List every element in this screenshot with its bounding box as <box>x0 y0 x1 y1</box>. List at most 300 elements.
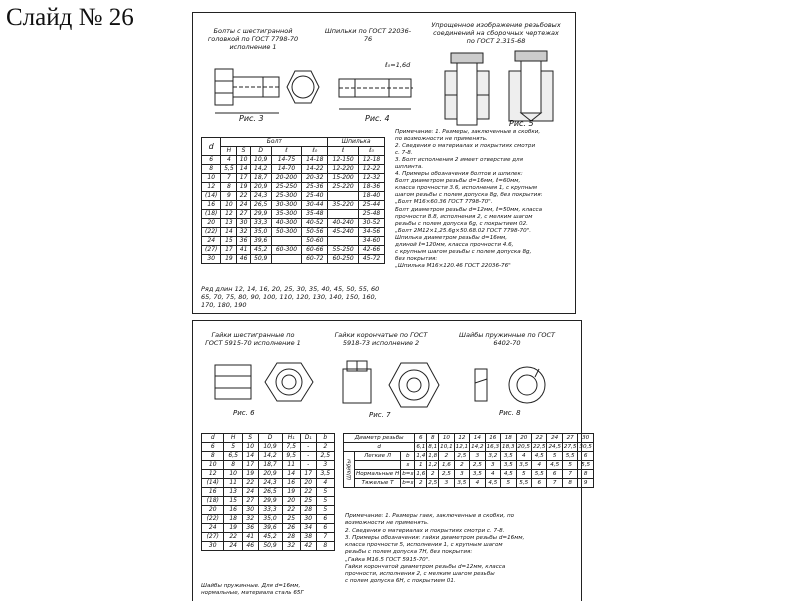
table-cell: 4,5 <box>501 470 516 479</box>
table-cell: 20,9 <box>258 470 282 479</box>
table-cell: 5 <box>316 488 334 497</box>
table-cell: 3,5 <box>470 470 485 479</box>
thread-diameter: 27 <box>562 434 577 443</box>
table-cell: 6 <box>316 524 334 533</box>
table-cell: 25-36 <box>302 183 328 192</box>
table-cell: 27 <box>237 210 250 219</box>
table-cell: 25 <box>282 515 300 524</box>
table-cell: 2 <box>316 443 334 452</box>
table-cell: 14 <box>282 470 300 479</box>
thread-diameter: 18 <box>501 434 516 443</box>
table-cell: 34-60 <box>359 237 385 246</box>
note-line: Гайки корончатой диаметром резьбы d=12мм, класса <box>345 563 506 570</box>
table-row <box>202 156 385 165</box>
table-cell: 40-240 <box>328 219 359 228</box>
table-cell: (27) <box>202 246 221 255</box>
table-cell <box>271 255 302 264</box>
figure-3-label: Рис. 3 <box>239 114 264 123</box>
caption-studs: Шпильки по ГОСТ 22036-76 <box>324 27 412 44</box>
table-cell: 12-18 <box>359 156 385 165</box>
table-cell: 12 <box>202 470 224 479</box>
table-cell: 50-300 <box>271 228 302 237</box>
table-cell: 30 <box>300 515 316 524</box>
table-cell: 7 <box>316 533 334 542</box>
table-cell: 45,2 <box>258 533 282 542</box>
table-cell: 5 <box>224 443 242 452</box>
caption-spring-washers: Шайбы пружинные по ГОСТ 6402-70 <box>459 331 555 348</box>
table-cell: 18-40 <box>359 192 385 201</box>
inner-diameter: 12,1 <box>455 444 469 450</box>
table-cell: 7,5 <box>282 443 300 452</box>
note-line: Примечание: 1. Размеры гаек, заключенные в скобки, по <box>345 513 515 519</box>
column-l: ℓ <box>271 147 302 156</box>
table-cell: 60-250 <box>328 255 359 264</box>
table-cell: 7 <box>562 470 577 479</box>
table-cell: 15 <box>221 237 237 246</box>
table-cell: 14-70 <box>271 165 302 174</box>
table-cell <box>328 210 359 219</box>
table-cell: 6 <box>202 443 224 452</box>
column-h: H <box>221 147 237 156</box>
inner-diameter: 8,1 <box>428 444 438 450</box>
group-bolt: Болт <box>221 138 328 147</box>
table-cell: 17 <box>221 246 237 255</box>
table-cell: 1,6 <box>439 461 454 470</box>
figure-5-label: Рис. 5 <box>509 119 534 128</box>
table-cell: 24 <box>202 237 221 246</box>
table-row <box>202 219 385 228</box>
table-cell: 2 <box>439 452 454 461</box>
note-line: Шпилька диаметром резьбы d=16мм, <box>395 234 508 241</box>
table-cell: 20-32 <box>302 174 328 183</box>
table-cell: 30-44 <box>302 201 328 210</box>
table-cell: 14 <box>221 228 237 237</box>
table-cell: 33,3 <box>250 219 271 228</box>
table-cell: 40-52 <box>302 219 328 228</box>
table-cell <box>328 192 359 201</box>
table-cell: 16 <box>282 479 300 488</box>
thread-diameter: 24 <box>547 434 562 443</box>
table-row <box>202 183 385 192</box>
hex-nut-drawing <box>207 355 323 411</box>
table-cell: 42-66 <box>359 246 385 255</box>
note-line: „Шпилька М16×120.46 ГОСТ 22036-76" <box>395 262 511 269</box>
table-cell: 3 <box>439 479 454 488</box>
table-cell: 29,9 <box>250 210 271 219</box>
table-cell: 5,5 <box>516 479 531 488</box>
table-row <box>202 246 385 255</box>
note-line: прочности, исполнения 2, с мелким шагом резьбы <box>345 571 495 578</box>
table-row <box>202 461 335 470</box>
washer-type <box>355 461 401 470</box>
table-cell: 45-72 <box>359 255 385 264</box>
table-cell: 9,5 <box>282 452 300 461</box>
table-cell: 13 <box>224 488 242 497</box>
note-line: „Гайка М16.5 ГОСТ 5915-70". <box>345 556 431 563</box>
table-cell: 50,9 <box>250 255 271 264</box>
table-cell: 10,9 <box>250 156 271 165</box>
table-cell: 2,5 <box>470 461 485 470</box>
d-label: d <box>344 443 415 452</box>
table-cell: 17 <box>300 470 316 479</box>
table-cell: 8 <box>562 479 577 488</box>
thread-diameter: 20 <box>516 434 531 443</box>
table-row <box>344 434 594 443</box>
sheet-bolts-studs <box>192 12 576 314</box>
stud-drawing <box>333 61 419 121</box>
table-row <box>202 506 335 515</box>
table-cell: 24,3 <box>258 479 282 488</box>
table-cell: 5,5 <box>562 452 577 461</box>
table-cell: 45-240 <box>328 228 359 237</box>
table-cell: 50-60 <box>302 237 328 246</box>
table-cell: 17 <box>242 461 258 470</box>
table-cell: 30-300 <box>271 201 302 210</box>
table-cell: 8 <box>202 452 224 461</box>
table-row <box>202 452 335 461</box>
table-cell: 22 <box>300 488 316 497</box>
table-cell: 3,5 <box>516 461 531 470</box>
inner-diameter: 20,5 <box>517 444 530 450</box>
table-cell: 28 <box>300 506 316 515</box>
length-series-line: 65, 70, 75, 80, 90, 100, 110, 120, 130, 140, 150, 160, 170, 180, 190 <box>201 293 377 310</box>
table-cell: 46 <box>242 542 258 551</box>
table-cell: 4 <box>221 156 237 165</box>
table-cell: 40-300 <box>271 219 302 228</box>
table-cell: 5 <box>501 479 516 488</box>
table-row <box>202 210 385 219</box>
figure-4-label: Рис. 4 <box>365 114 390 123</box>
table-cell: 6,5 <box>224 452 242 461</box>
table-cell: 19 <box>282 488 300 497</box>
table-cell: 42 <box>300 542 316 551</box>
table-cell: 6 <box>578 452 593 461</box>
table-cell: 35-48 <box>302 210 328 219</box>
table-cell: 16 <box>224 506 242 515</box>
table-cell: 25-300 <box>271 192 302 201</box>
column-l0: ℓ₀ <box>302 147 328 156</box>
table-cell: - <box>300 452 316 461</box>
table-cell: 11 <box>224 479 242 488</box>
figure-6-label: Рис. 6 <box>233 409 255 417</box>
column-stud-l: ℓ <box>328 147 359 156</box>
table-cell: 60-72 <box>302 255 328 264</box>
note-line: резьбы с полем допуска 7H, без покрытия: <box>345 549 473 556</box>
table-cell: 25-44 <box>359 201 385 210</box>
column-header: S <box>242 434 258 443</box>
thread-diameter: 16 <box>485 434 500 443</box>
table-cell: 50-56 <box>302 228 328 237</box>
threaded-joint-drawing <box>439 49 559 127</box>
sheet-nuts-washers <box>192 320 592 601</box>
table-cell: 45,2 <box>250 246 271 255</box>
table-cell: 14 <box>237 165 250 174</box>
table-cell: 34 <box>300 524 316 533</box>
table-cell: 32 <box>237 228 250 237</box>
table-cell: 10 <box>224 470 242 479</box>
table-cell: 5 <box>547 452 562 461</box>
table-cell: 2,5 <box>439 470 454 479</box>
table-cell: 24 <box>224 542 242 551</box>
table-cell <box>328 237 359 246</box>
table-cell: 14,2 <box>250 165 271 174</box>
table-cell: 22 <box>242 479 258 488</box>
table-cell: 2,5 <box>316 452 334 461</box>
group-label: Шайбы <box>344 452 355 488</box>
table-cell: 27 <box>242 497 258 506</box>
figure-8-label: Рис. 8 <box>499 409 521 417</box>
note-line: с крупным шагом резьбы с полем допуска 8g, <box>395 248 532 255</box>
table-row <box>202 192 385 201</box>
note-line: 3. Болт исполнения 2 имеет отверстие для <box>395 157 523 164</box>
table-cell: 24 <box>202 524 224 533</box>
note-line: Болт диаметром резьбы d=12мм, ℓ=50мм, класса <box>395 206 543 213</box>
table-cell: 30 <box>242 506 258 515</box>
table-cell: 15 <box>224 497 242 506</box>
table-cell: 55-250 <box>328 246 359 255</box>
table-cell: (22) <box>202 228 221 237</box>
table-row <box>202 165 385 174</box>
table-cell: 14-75 <box>271 156 302 165</box>
table-cell: 36 <box>237 237 250 246</box>
table-cell: 14,2 <box>258 452 282 461</box>
table-cell: 22 <box>282 506 300 515</box>
inner-diameter: 30,5 <box>579 444 592 450</box>
table-cell: 5,5 <box>578 461 593 470</box>
note-line: класса прочности 5, исполнения 1, с крупным шагом <box>345 542 503 549</box>
table-cell: 11 <box>282 461 300 470</box>
note-line: с. 7-8. <box>395 150 413 157</box>
inner-diameter: 22,5 <box>532 444 546 450</box>
table-cell: 26 <box>282 524 300 533</box>
table-row <box>202 524 335 533</box>
stud-dimension-label: ℓ₀=1,6d <box>385 61 411 69</box>
bolt-drawing <box>201 61 331 121</box>
note-line: Болт диаметром резьбы d=16мм, ℓ=60мм, <box>395 178 521 185</box>
table-cell: 24 <box>242 488 258 497</box>
table-cell: 14-18 <box>302 156 328 165</box>
table-cell: 4 <box>470 479 485 488</box>
table-cell: 12 <box>202 183 221 192</box>
table-cell: 4 <box>531 461 546 470</box>
castle-nut-drawing <box>333 355 451 417</box>
note-line: 2. Сведения о материалах и покрытиях смотри с. 7-8. <box>345 527 505 534</box>
table-cell: 19 <box>237 183 250 192</box>
caption-castle-nuts: Гайки корончатые по ГОСТ 5918-73 исполнение 2 <box>334 331 428 348</box>
figure-7-label: Рис. 7 <box>369 411 391 419</box>
note-line: прочности 8.8, исполнения 2, с мелким шагом <box>395 213 533 220</box>
table-row <box>202 237 385 246</box>
thread-diameter: 22 <box>531 434 546 443</box>
table-cell: 30 <box>202 255 221 264</box>
note-line: Примечание: 1. Размеры, заключенные в скобки, <box>395 129 541 135</box>
thread-diameter: 30 <box>578 434 593 443</box>
table-cell: 8 <box>221 183 237 192</box>
table-cell: 39,6 <box>250 237 271 246</box>
nut-notes <box>345 513 575 586</box>
table-cell: 17 <box>237 174 250 183</box>
note-line: „Болт М16×60.36 ГОСТ 7798-70". <box>395 199 493 206</box>
table-cell: 19 <box>242 470 258 479</box>
table-cell: 28 <box>282 533 300 542</box>
table-cell: 6 <box>202 156 221 165</box>
table-cell: 3,2 <box>485 452 500 461</box>
column-header: d <box>202 434 224 443</box>
table-cell: (18) <box>202 210 221 219</box>
table-row <box>202 488 335 497</box>
table-cell: 20 <box>300 479 316 488</box>
table-cell: 9 <box>221 192 237 201</box>
table-cell: 41 <box>237 246 250 255</box>
table-cell: 18,7 <box>258 461 282 470</box>
table-cell: 4,5 <box>485 479 500 488</box>
table-row <box>344 443 594 452</box>
thread-diameter: 8 <box>427 434 439 443</box>
table-cell: (14) <box>202 479 224 488</box>
column-header: H <box>224 434 242 443</box>
table-cell: 4 <box>485 470 500 479</box>
note-line: 3. Примеры обозначения: гайки диаметром резьбы d=16мм, <box>345 534 525 541</box>
note-line: длиной ℓ=120мм, класса прочности 4.6, <box>395 241 514 248</box>
table-cell: 25-220 <box>328 183 359 192</box>
table-cell: 3 <box>485 461 500 470</box>
table-cell: - <box>300 461 316 470</box>
table-cell: 5,5 <box>531 470 546 479</box>
table-cell: 29,9 <box>258 497 282 506</box>
table-cell: 16 <box>202 201 221 210</box>
inner-diameter: 18,3 <box>502 444 515 450</box>
table-cell: 6 <box>316 515 334 524</box>
table-cell: 30-52 <box>359 219 385 228</box>
table-cell: 10 <box>237 156 250 165</box>
table-cell: 18-36 <box>359 183 385 192</box>
table-cell: 2 <box>454 461 469 470</box>
table-row <box>344 479 594 488</box>
table-cell: 30 <box>202 542 224 551</box>
table-cell: 39,6 <box>258 524 282 533</box>
table-cell: 8 <box>224 461 242 470</box>
table-cell: 60-66 <box>302 246 328 255</box>
table-cell: 50,9 <box>258 542 282 551</box>
table-row <box>202 497 335 506</box>
table-cell: 4,5 <box>531 452 546 461</box>
inner-diameter: 10,1 <box>440 444 453 450</box>
table-cell: 3,5 <box>316 470 334 479</box>
table-cell: 20 <box>282 497 300 506</box>
table-cell: 2,5 <box>428 480 438 486</box>
note-line: 2. Сведения о материалах и покрытиях смотри <box>395 143 536 150</box>
table-cell: 25 <box>300 497 316 506</box>
length-series <box>201 285 391 309</box>
table-cell: 1,8 <box>428 453 438 459</box>
inner-diameter: 6,1 <box>416 444 426 450</box>
note-line: класса прочности 3.6, исполнения 1, с крупным <box>395 185 538 192</box>
table-cell: 26,5 <box>258 488 282 497</box>
spring-washer-drawing <box>465 359 565 415</box>
table-cell: 16 <box>202 488 224 497</box>
column-s: S <box>237 147 250 156</box>
table-cell: 1 <box>415 461 427 470</box>
table-cell: 4 <box>516 452 531 461</box>
table-cell: 6 <box>531 479 546 488</box>
caption-bolts: Болты с шестигранной головкой по ГОСТ 7798-70 исполнение 1 <box>207 27 299 52</box>
thread-diameter: 10 <box>439 434 454 443</box>
table-cell: 10,9 <box>258 443 282 452</box>
note-line: с полем допуска 6H, с покрытием 01. <box>345 578 456 585</box>
table-row <box>202 542 335 551</box>
table-cell: 5,5 <box>221 165 237 174</box>
thread-diameter: 14 <box>470 434 485 443</box>
table-cell: 2,5 <box>454 452 469 461</box>
table-cell: (22) <box>202 515 224 524</box>
table-cell: 41 <box>242 533 258 542</box>
length-series-line: Ряд длин 12, 14, 16, 20, 25, 30, 35, 40, 45, 50, 55, 60 <box>201 285 380 293</box>
column-header: D₁ <box>300 434 316 443</box>
table-cell: 7 <box>547 479 562 488</box>
table-cell: 12-150 <box>328 156 359 165</box>
table-cell: 14-22 <box>302 165 328 174</box>
table-cell: 10 <box>221 201 237 210</box>
column-stud-l0: ℓ₀ <box>359 147 385 156</box>
table-cell: 25-250 <box>271 183 302 192</box>
table-cell: 20,9 <box>250 183 271 192</box>
table-cell: 25-48 <box>359 210 385 219</box>
column-header: b <box>316 434 334 443</box>
table-cell: 30 <box>237 219 250 228</box>
column-header: D <box>258 434 282 443</box>
table-cell: 32 <box>242 515 258 524</box>
note-line: 4. Примеры обозначения болтов и шпилек: <box>395 171 523 178</box>
washer-dimension: s <box>401 461 415 470</box>
table-cell: 22 <box>237 192 250 201</box>
table-cell: (27) <box>202 533 224 542</box>
table-cell: 10 <box>202 174 221 183</box>
washer-dimension: b=s <box>402 471 414 477</box>
table-cell: 35,0 <box>258 515 282 524</box>
table-cell: 3,5 <box>501 452 516 461</box>
table-row <box>202 470 335 479</box>
slide-title: Слайд № 26 <box>6 4 134 31</box>
table-cell: 46 <box>237 255 250 264</box>
table-row <box>202 533 335 542</box>
table-cell: 12 <box>221 210 237 219</box>
note-line: шплинта. <box>395 164 424 171</box>
table-cell: (14) <box>202 192 221 201</box>
table-cell: 13 <box>221 219 237 228</box>
table-row <box>344 461 594 470</box>
nut-table <box>201 433 335 551</box>
column-dd: D <box>250 147 271 156</box>
table-cell: 4 <box>316 479 334 488</box>
table-row <box>344 452 594 461</box>
table-cell: 5 <box>316 506 334 515</box>
table-cell: 8 <box>578 470 593 479</box>
header-label: Диаметр резьбы <box>344 434 415 443</box>
table-cell: 10 <box>202 461 224 470</box>
table-cell: 3,5 <box>501 461 516 470</box>
table-cell: 3 <box>470 452 485 461</box>
washer-dimension: b=s <box>402 480 414 486</box>
table-cell: 1,6 <box>416 471 426 477</box>
table-cell: - <box>300 443 316 452</box>
table-cell: 12-220 <box>328 165 359 174</box>
inner-diameter: 27,5 <box>563 444 577 450</box>
bolt-stud-table <box>201 137 385 264</box>
table-cell: 38 <box>300 533 316 542</box>
table-cell: 3,5 <box>454 479 469 488</box>
table-cell: 12-32 <box>359 174 385 183</box>
table-cell: 32 <box>282 542 300 551</box>
